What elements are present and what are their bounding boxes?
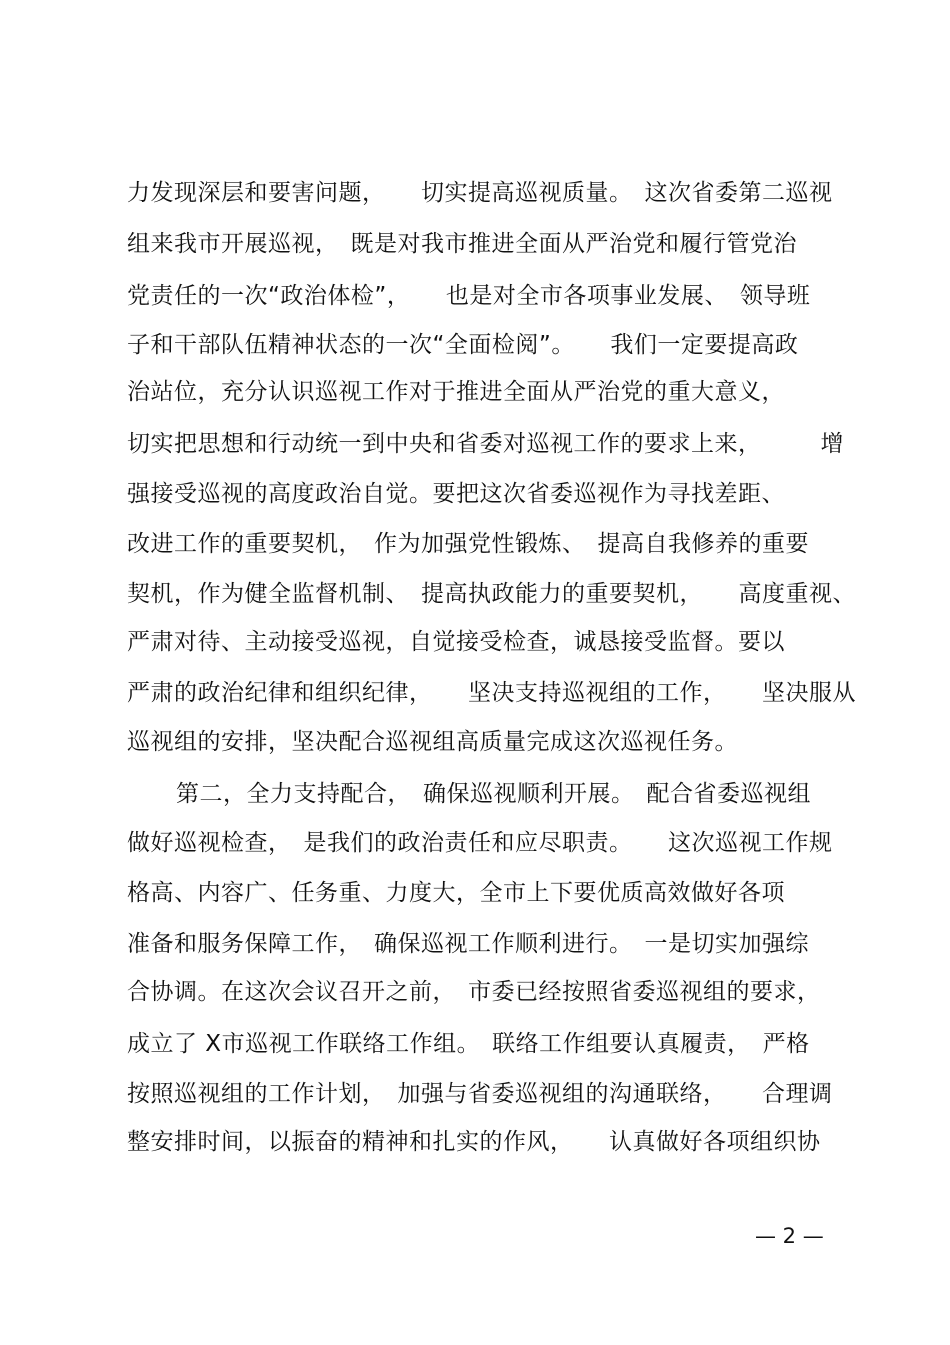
body-text-line: 成立了 X市巡视工作联络工作组。 联络工作组要认真履责， 严格: [127, 1031, 810, 1057]
page-number: — 2 —: [755, 1224, 824, 1248]
body-text-line: 巡视组的安排，坚决配合巡视组高质量完成这次巡视任务。: [127, 729, 738, 755]
body-text-line: 组来我市开展巡视， 既是对我市推进全面从严治党和履行管党治: [127, 231, 797, 257]
body-text-line: 格高、内容广、任务重、力度大，全市上下要优质高效做好各项: [127, 880, 785, 906]
body-text-line: 切实把思想和行动统一到中央和省委对巡视工作的要求上来， 增: [127, 431, 844, 457]
body-text-line: 强接受巡视的高度政治自觉。要把这次省委巡视作为寻找差距、: [127, 481, 785, 507]
body-text-line: 契机，作为健全监督机制、 提高执政能力的重要契机， 高度重视、: [127, 581, 856, 607]
body-text-line: 准备和服务保障工作， 确保巡视工作顺利进行。 一是切实加强综: [127, 931, 809, 957]
body-text-line: 严肃的政治纪律和组织纪律， 坚决支持巡视组的工作， 坚决服从: [127, 680, 856, 706]
body-text-line: 力发现深层和要害问题， 切实提高巡视质量。 这次省委第二巡视: [127, 180, 833, 206]
paragraph-first-line: 第二，全力支持配合， 确保巡视顺利开展。 配合省委巡视组: [176, 781, 811, 807]
body-text-line: 治站位，充分认识巡视工作对于推进全面从严治党的重大意义，: [127, 379, 785, 405]
body-text-line: 改进工作的重要契机， 作为加强党性锻炼、 提高自我修养的重要: [127, 531, 809, 557]
body-text-line: 按照巡视组的工作计划， 加强与省委巡视组的沟通联络， 合理调: [127, 1081, 833, 1107]
body-text-line: 合协调。在这次会议召开之前， 市委已经按照省委巡视组的要求，: [127, 979, 821, 1005]
body-text-line: 党责任的一次“政治体检”， 也是对全市各项事业发展、 领导班: [127, 283, 811, 309]
body-text-line: 严肃对待、主动接受巡视，自觉接受检查，诚恳接受监督。要以: [127, 629, 785, 655]
body-text-line: 整安排时间，以振奋的精神和扎实的作风， 认真做好各项组织协: [127, 1129, 821, 1155]
body-text-line: 做好巡视检查， 是我们的政治责任和应尽职责。 这次巡视工作规: [127, 830, 833, 856]
body-text-line: 子和干部队伍精神状态的一次“全面检阅”。 我们一定要提高政: [127, 332, 799, 358]
